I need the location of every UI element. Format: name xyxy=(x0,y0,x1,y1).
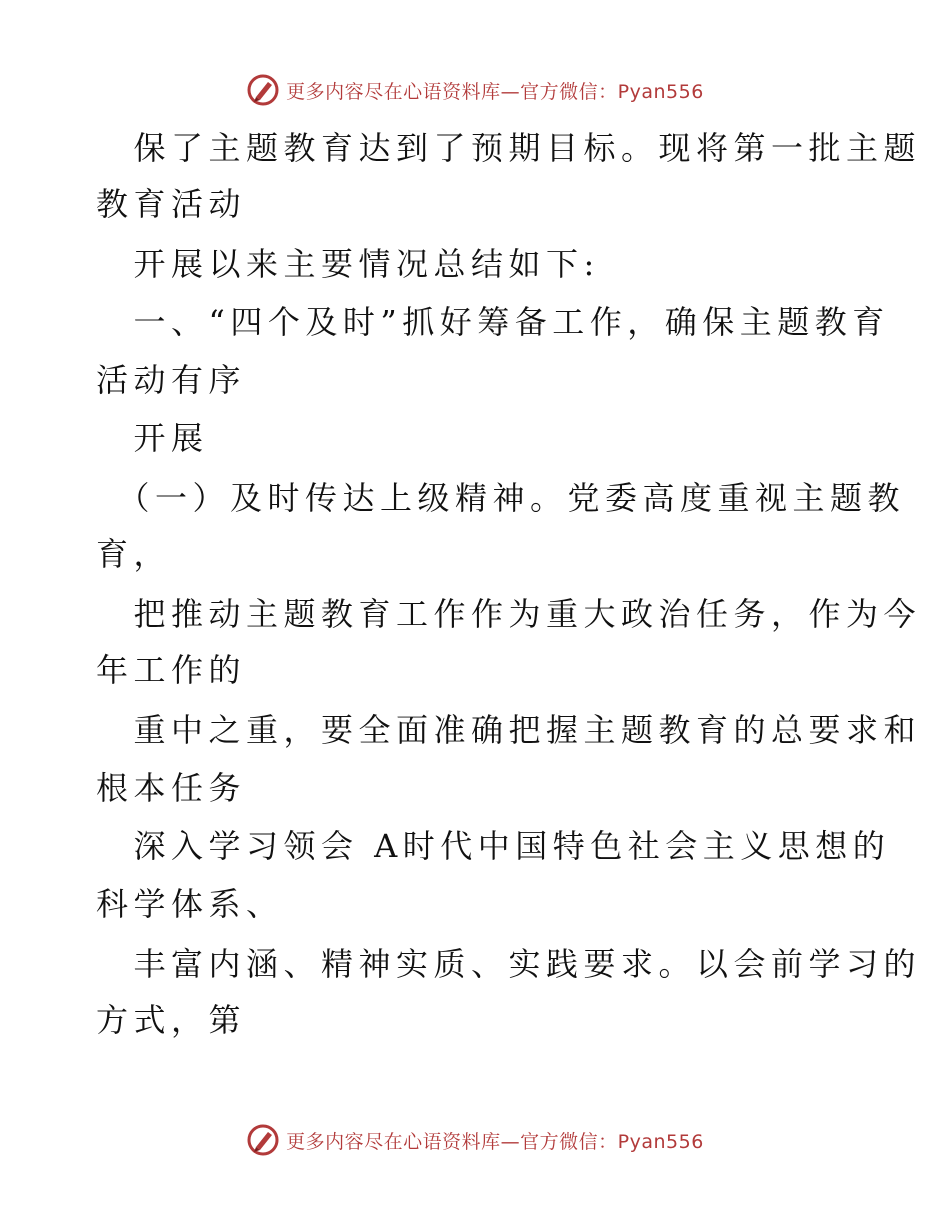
text-line: 开展 xyxy=(96,419,209,457)
pen-logo-icon xyxy=(246,73,280,107)
header-banner xyxy=(0,70,950,110)
footer-banner xyxy=(0,1120,950,1160)
text-line: 保了主题教育达到了预期目标。现将第一批主题 xyxy=(96,129,922,167)
pen-logo-icon xyxy=(246,1123,280,1157)
text-line: 深入学习领会 A时代中国特色社会主义思想的 xyxy=(96,827,891,865)
text-line: 活动有序 xyxy=(96,361,247,399)
text-line: 年工作的 xyxy=(96,651,247,689)
text-line: 育， xyxy=(96,535,172,573)
text-line: 根本任务 xyxy=(96,769,247,807)
header-banner-text: 更多内容尽在心语资料库—官方微信：Pyan556 xyxy=(286,80,704,103)
text-line: 丰富内涵、精神实质、实践要求。以会前学习的 xyxy=(96,945,922,983)
text-line: 开展以来主要情况总结如下: xyxy=(96,245,600,283)
text-line: （一）及时传达上级精神。党委高度重视主题教 xyxy=(96,479,906,517)
text-line: 重中之重，要全面准确把握主题教育的总要求和 xyxy=(96,711,922,749)
text-line: 教育活动 xyxy=(96,185,247,223)
text-line: 一、“四个及时”抓好筹备工作，确保主题教育 xyxy=(96,303,890,341)
footer-banner-text: 更多内容尽在心语资料库—官方微信：Pyan556 xyxy=(286,1130,704,1153)
text-line: 把推动主题教育工作作为重大政治任务，作为今 xyxy=(96,595,922,633)
text-line: 方式，第 xyxy=(96,1001,247,1039)
text-line: 科学体系、 xyxy=(96,885,284,923)
